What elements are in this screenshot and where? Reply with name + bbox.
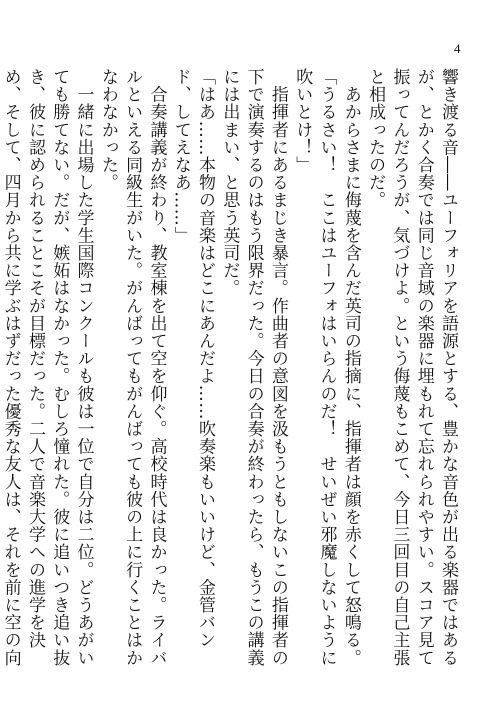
paragraph-4: 指揮者にあるまじき暴言。作曲者の意図を汲もうともしないこの指揮者の下で演奏するのはもう限界だった。今日の合奏が終わったら、もうこの講義には出まい、と思う英司だ。: [219, 68, 288, 667]
paragraph-1: 響き渡る音――ユーフォリアを語源とする、豊かな音色が出る楽器ではあるが、とかく合奏では同じ音域の楽器に埋もれて忘れられやすい。スコア見て振ってんだろうが、気づけよ。という侮蔑もこめて、今日三回目の自己主張と相成ったのだ。: [365, 68, 458, 667]
paragraph-2: あからさまに侮蔑を含んだ英司の指摘に、指揮者は顔を赤くして怒鳴る。: [340, 68, 361, 667]
paragraph-6: 合奏講義が終わり、教室棟を出て空を仰ぐ。高校時代は良かった。ライバルといえる同級生がいた。がんばってもがんばっても彼の上に行くことはかなわなかった。: [97, 68, 167, 667]
paragraph-7: 一緒に出場した学生国際コンクールも彼は一位で自分は二位。どうあがいても勝てない。だが、嫉妬はなかった。むしろ憧れた。彼に追いつき追い抜き、彼に認められることこそが目標だった。二人で音楽大学への進学を決め、そして、四月から共に学ぶはずだった優秀な友人は、それを前に空の向: [0, 68, 94, 667]
vertical-body-text: [0, 68, 460, 668]
page-number: 4: [454, 41, 461, 56]
paragraph-3: 「うるさい！ ここはユーフォはいらんのだ！ せいぜい邪魔しないように吹いとけ！」: [292, 68, 337, 667]
paragraph-5: 「はあ……本物の音楽はどこにあんだよ……吹奏楽もいいけど、金管バンド、してえなあ……」: [170, 68, 216, 649]
